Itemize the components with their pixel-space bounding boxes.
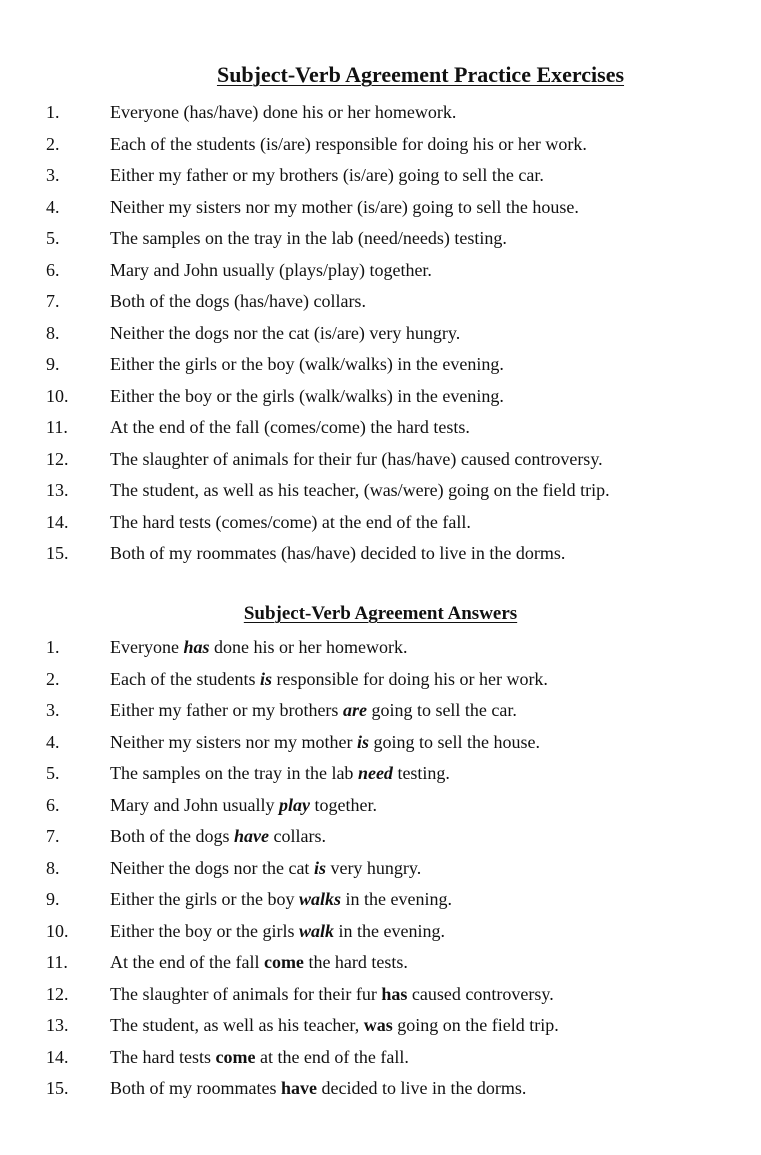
answer-text-after: done his or her homework. — [209, 637, 408, 657]
answer-sentence — [110, 947, 408, 979]
exercise-sentence: Neither the dogs nor the cat (is/are) very hungry. — [110, 322, 461, 343]
exercise-number: 5. — [46, 228, 60, 248]
answer-text-after: very hungry. — [325, 857, 422, 878]
answer-item — [0, 758, 761, 790]
answer-sentence — [110, 664, 548, 696]
answer-text-after: going to sell the car. — [366, 700, 517, 720]
exercise-item — [0, 192, 761, 224]
answer-number: 13. — [46, 1015, 69, 1035]
answer-number: 14. — [46, 1046, 69, 1067]
exercise-number: 7. — [46, 291, 60, 311]
exercise-sentence: Both of the dogs (has/have) collars. — [110, 291, 366, 311]
answer-sentence — [110, 884, 452, 916]
exercise-item — [0, 349, 761, 381]
answer-number: 5. — [46, 763, 60, 783]
answer-sentence — [110, 790, 377, 822]
answer-number: 11. — [46, 952, 68, 972]
answer-number: 2. — [46, 668, 60, 689]
answer-verb: need — [357, 763, 393, 783]
answer-item — [0, 790, 761, 822]
exercise-number: 10. — [46, 385, 69, 406]
answer-item — [0, 979, 761, 1011]
exercise-item — [0, 160, 761, 192]
answer-verb: are — [342, 700, 367, 720]
answer-text-after: caused controversy. — [407, 983, 554, 1004]
exercise-item — [0, 129, 761, 161]
answer-item — [0, 695, 761, 727]
answer-sentence — [110, 979, 554, 1011]
answer-item — [0, 632, 761, 664]
answer-text-after: at the end of the fall. — [255, 1046, 409, 1067]
answer-item — [0, 1042, 761, 1074]
answer-text-after: collars. — [269, 826, 326, 846]
answer-verb: has — [381, 983, 408, 1004]
exercise-list — [0, 97, 761, 570]
exercise-item — [0, 97, 761, 129]
answer-text-before: Mary and John usually — [110, 794, 279, 815]
answer-text-after: in the evening. — [333, 920, 445, 941]
exercise-number: 3. — [46, 165, 60, 185]
answer-text-before: Each of the students — [110, 668, 260, 689]
answer-text-before: Neither my sisters nor my mother — [110, 731, 357, 752]
answer-item — [0, 727, 761, 759]
exercise-number: 2. — [46, 133, 60, 154]
exercise-number: 14. — [46, 511, 69, 532]
answer-verb: walks — [298, 889, 341, 909]
exercise-sentence: Both of my roommates (has/have) decided to live in the dorms. — [110, 543, 566, 563]
answer-verb: was — [363, 1015, 393, 1035]
exercise-item — [0, 538, 761, 570]
answer-text-after: the hard tests. — [303, 952, 408, 972]
answer-text-after: in the evening. — [340, 889, 452, 909]
exercise-item — [0, 507, 761, 539]
answer-item — [0, 916, 761, 948]
answer-text-before: Both of my roommates — [110, 1078, 281, 1098]
answer-sentence — [110, 727, 540, 759]
answer-verb: is — [259, 668, 272, 689]
exercise-sentence: Either my father or my brothers (is/are) going to sell the car. — [110, 165, 544, 185]
exercise-sentence: Either the boy or the girls (walk/walks) in the evening. — [110, 385, 504, 406]
answer-number: 1. — [46, 637, 60, 657]
exercise-number: 6. — [46, 259, 60, 280]
answer-number: 8. — [46, 857, 60, 878]
answer-verb: is — [313, 857, 326, 878]
answer-sentence — [110, 758, 450, 790]
answer-verb: has — [183, 637, 210, 657]
answer-number: 4. — [46, 731, 60, 752]
exercise-sentence: Each of the students (is/are) responsible for doing his or her work. — [110, 133, 587, 154]
exercise-sentence: The hard tests (comes/come) at the end of the fall. — [110, 511, 471, 532]
answer-text-before: Either the boy or the girls — [110, 920, 299, 941]
exercise-number: 1. — [46, 102, 60, 122]
answer-sentence — [110, 916, 445, 948]
exercise-number: 11. — [46, 417, 68, 437]
answer-verb: come — [215, 1046, 256, 1067]
answer-list — [0, 632, 761, 1105]
answer-number: 9. — [46, 889, 60, 909]
answer-text-before: Either the girls or the boy — [110, 889, 299, 909]
answer-text-before: The slaughter of animals for their fur — [110, 983, 382, 1004]
answers-title: Subject-Verb Agreement Answers — [243, 603, 518, 624]
answer-verb: play — [278, 794, 310, 815]
answer-text-before: Either my father or my brothers — [110, 700, 343, 720]
exercise-number: 4. — [46, 196, 60, 217]
answer-verb: come — [263, 952, 304, 972]
exercise-sentence: Mary and John usually (plays/play) together. — [110, 259, 432, 280]
answer-verb: is — [356, 731, 369, 752]
exercise-sentence: The slaughter of animals for their fur (has/have) caused controversy. — [110, 448, 603, 469]
exercise-number: 12. — [46, 448, 69, 469]
answer-text-after: testing. — [392, 763, 450, 783]
answer-number: 6. — [46, 794, 60, 815]
exercise-sentence: At the end of the fall (comes/come) the hard tests. — [110, 417, 470, 437]
answer-number: 15. — [46, 1078, 69, 1098]
answer-text-before: Both of the dogs — [110, 826, 234, 846]
exercise-item — [0, 444, 761, 476]
answer-item — [0, 821, 761, 853]
answer-sentence — [110, 632, 407, 664]
exercise-item — [0, 255, 761, 287]
answer-number: 10. — [46, 920, 69, 941]
answer-number: 12. — [46, 983, 69, 1004]
answer-verb: have — [234, 826, 269, 846]
answer-text-before: The samples on the tray in the lab — [110, 763, 358, 783]
exercise-number: 13. — [46, 480, 69, 500]
answer-text-before: The hard tests — [110, 1046, 216, 1067]
exercise-number: 9. — [46, 354, 60, 374]
answer-verb: walk — [298, 920, 334, 941]
answer-number: 7. — [46, 826, 60, 846]
answer-sentence — [110, 695, 517, 727]
exercise-sentence: Everyone (has/have) done his or her homework. — [110, 102, 457, 122]
exercise-item — [0, 286, 761, 318]
answer-item — [0, 947, 761, 979]
exercise-item — [0, 223, 761, 255]
answer-text-after: going to sell the house. — [368, 731, 540, 752]
exercise-item — [0, 318, 761, 350]
exercise-sentence: Either the girls or the boy (walk/walks) in the evening. — [110, 354, 504, 374]
exercise-number: 8. — [46, 322, 60, 343]
answer-text-after: going on the field trip. — [392, 1015, 559, 1035]
exercise-sentence: The student, as well as his teacher, (was/were) going on the field trip. — [110, 480, 610, 500]
answer-item — [0, 853, 761, 885]
answer-sentence — [110, 1073, 526, 1105]
answer-text-before: Everyone — [110, 637, 184, 657]
answer-item — [0, 1010, 761, 1042]
answer-sentence — [110, 821, 326, 853]
exercise-item — [0, 412, 761, 444]
answer-text-before: At the end of the fall — [110, 952, 264, 972]
answer-sentence — [110, 1042, 409, 1074]
answer-item — [0, 1073, 761, 1105]
page-title: Subject-Verb Agreement Practice Exercises — [216, 62, 625, 87]
answer-number: 3. — [46, 700, 60, 720]
answer-sentence — [110, 853, 421, 885]
answer-item — [0, 884, 761, 916]
answer-text-after: decided to live in the dorms. — [316, 1078, 527, 1098]
answer-sentence — [110, 1010, 559, 1042]
exercise-number: 15. — [46, 543, 69, 563]
answer-text-after: responsible for doing his or her work. — [271, 668, 548, 689]
exercise-sentence: The samples on the tray in the lab (need/needs) testing. — [110, 228, 507, 248]
answer-text-after: together. — [309, 794, 377, 815]
answer-item — [0, 664, 761, 696]
exercise-sentence: Neither my sisters nor my mother (is/are) going to sell the house. — [110, 196, 579, 217]
exercise-item — [0, 475, 761, 507]
exercise-item — [0, 381, 761, 413]
answer-text-before: Neither the dogs nor the cat — [110, 857, 314, 878]
answer-text-before: The student, as well as his teacher, — [110, 1015, 364, 1035]
answer-verb: have — [280, 1078, 317, 1098]
